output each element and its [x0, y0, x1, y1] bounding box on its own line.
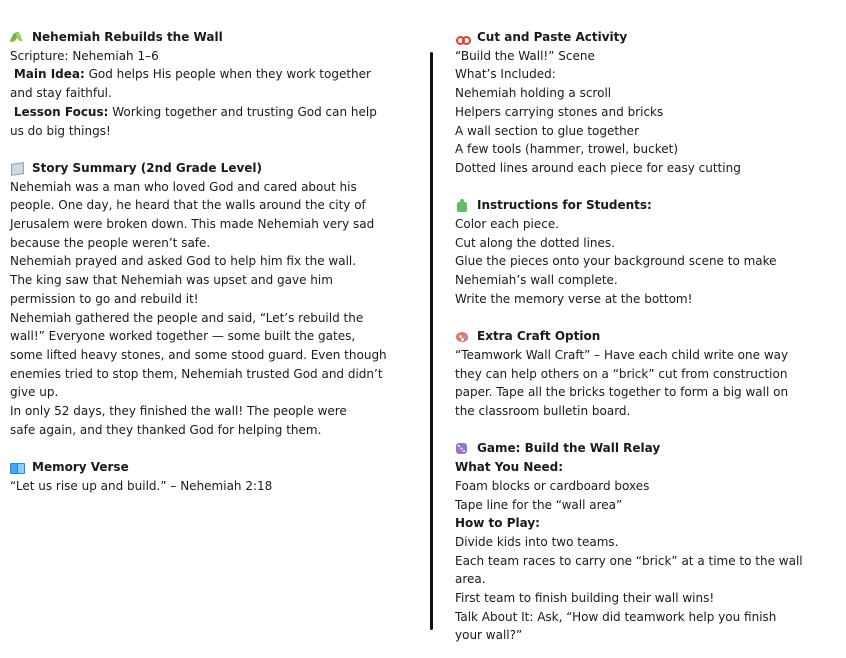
lesson-focus-text: Working together and trusting God can help [108, 104, 377, 119]
lesson-focus-line-2: us do big things! [10, 123, 111, 138]
story-line: safe again, and they thanked God for helping them. [10, 422, 322, 437]
lesson-focus-label: Lesson Focus: [13, 104, 109, 119]
included-item: Dotted lines around each piece for easy cutting [455, 160, 741, 175]
instructions-heading [455, 196, 840, 215]
play-label [455, 514, 840, 533]
need-item: Tape line for the “wall area” [455, 497, 623, 512]
memory-heading [10, 458, 415, 477]
story-line: enemies tried to stop them, Nehemiah trusted God and didn’t [10, 366, 383, 381]
craft-line: paper. Tape all the bricks together to form a big wall on [455, 385, 789, 400]
game-heading [455, 439, 840, 458]
right-column [455, 28, 840, 645]
craft-heading-text: Extra Craft Option [477, 329, 601, 344]
story-line: Nehemiah gathered the people and said, “Let’s rebuild the [10, 310, 364, 325]
story-line: people. One day, he heard that the walls around the city of [10, 198, 366, 213]
memory-verse: “Let us rise up and build.” – Nehemiah 2:18 [10, 478, 273, 493]
instructions-heading-text: Instructions for Students: [477, 198, 652, 213]
newspaper-icon [10, 161, 24, 175]
leaf-icon [10, 30, 24, 44]
left-column [10, 28, 415, 496]
play-line: Talk About It: Ask, “How did teamwork help you finish [455, 609, 777, 624]
memory-heading-text: Memory Verse [32, 460, 129, 475]
story-line: wall!” Everyone worked together — some built the gates, [10, 329, 356, 344]
wall-heading [10, 28, 415, 47]
included-item: Nehemiah holding a scroll [455, 86, 612, 101]
need-label-text: What You Need: [455, 460, 564, 475]
play-line: your wall?” [455, 628, 523, 643]
die-icon [455, 442, 469, 456]
main-idea-line-1 [10, 65, 415, 84]
story-line: some lifted heavy stones, and some stood guard. Even though [10, 347, 387, 362]
play-line: First team to finish building their wall wins! [455, 591, 715, 606]
game-heading-text: Game: Build the Wall Relay [477, 441, 661, 456]
included-item: A few tools (hammer, trowel, bucket) [455, 142, 679, 157]
main-idea-text: God helps His people when they work together [84, 67, 371, 82]
craft-line: the classroom bulletin board. [455, 404, 631, 419]
story-line: give up. [10, 385, 59, 400]
play-line: Divide kids into two teams. [455, 534, 619, 549]
instruction-line: Glue the pieces onto your background scene to make [455, 254, 777, 269]
main-idea-line-2: and stay faithful. [10, 86, 112, 101]
play-line: Each team races to carry one “brick” at a time to the wall [455, 553, 803, 568]
instruction-line: Write the memory verse at the bottom! [455, 291, 693, 306]
play-line: area. [455, 572, 486, 587]
story-line: Nehemiah prayed and asked God to help him fix the wall. [10, 254, 357, 269]
need-label [455, 458, 840, 477]
cut-paste-heading-text: Cut and Paste Activity [477, 30, 628, 44]
included-item: A wall section to glue together [455, 123, 639, 138]
wall-heading-text: Nehemiah Rebuilds the Wall [32, 30, 223, 44]
craft-heading [455, 327, 840, 346]
story-heading-text: Story Summary (2nd Grade Level) [32, 160, 263, 175]
instruction-line: Nehemiah’s wall complete. [455, 273, 618, 288]
included-item: Helpers carrying stones and bricks [455, 104, 664, 119]
instruction-line: Cut along the dotted lines. [455, 235, 615, 250]
cut-paste-heading [455, 28, 840, 47]
instruction-line: Color each piece. [455, 217, 560, 232]
story-line: In only 52 days, they finished the wall! The people were [10, 404, 347, 419]
play-label-text: How to Play: [455, 516, 540, 531]
puzzle-icon [455, 199, 469, 213]
column-divider [430, 52, 433, 630]
scripture-line: Scripture: Nehemiah 1–6 [10, 48, 159, 63]
story-line: Jerusalem were broken down. This made Nehemiah very sad [10, 217, 375, 232]
story-line: because the people weren’t safe. [10, 235, 211, 250]
included-label: What’s Included: [455, 67, 556, 82]
scissors-icon [455, 30, 469, 44]
scene-line: “Build the Wall!” Scene [455, 48, 595, 63]
craft-line: they can help others on a “brick” cut from construction [455, 366, 788, 381]
main-idea-label: Main Idea: [13, 67, 85, 82]
palette-icon [455, 330, 469, 344]
book-icon [10, 460, 24, 474]
story-line: permission to go and rebuild it! [10, 291, 199, 306]
story-heading [10, 159, 415, 178]
lesson-focus-line-1 [10, 103, 415, 122]
story-line: Nehemiah was a man who loved God and cared about his [10, 179, 357, 194]
need-item: Foam blocks or cardboard boxes [455, 478, 650, 493]
craft-line: “Teamwork Wall Craft” – Have each child write one way [455, 347, 789, 362]
story-line: The king saw that Nehemiah was upset and gave him [10, 273, 333, 288]
